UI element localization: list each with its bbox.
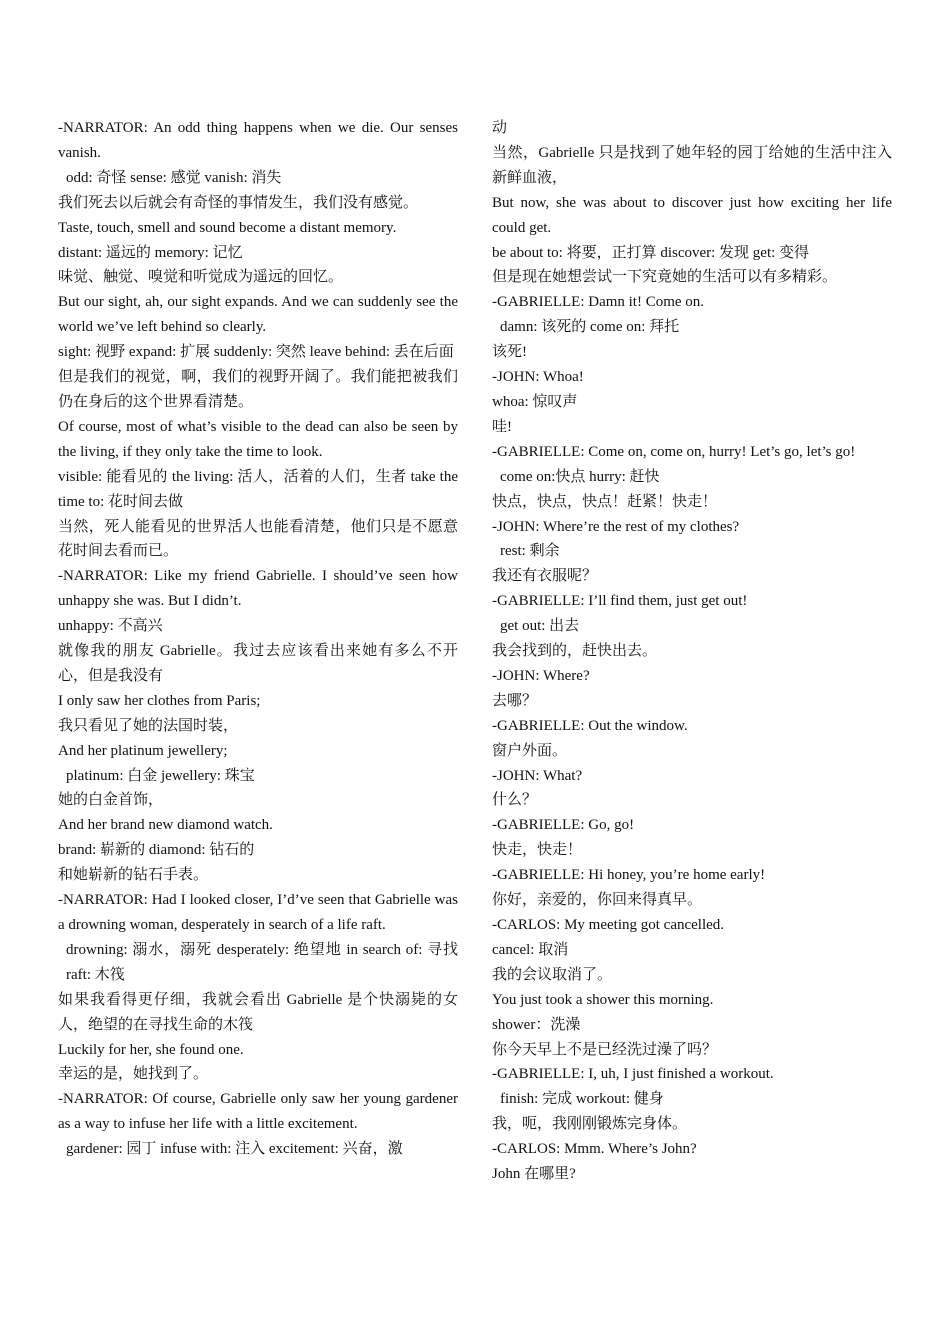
dialogue-line: -GABRIELLE: Come on, come on, hurry! Let’s go, let’s go! (492, 443, 856, 460)
vocabulary-line: unhappy: 不高兴 (58, 618, 163, 635)
dialogue-line: Of course, most of what’s visible to the dead can also be seen by the living, if they only take the time to look. (58, 418, 458, 460)
dialogue-line: And her platinum jewellery; (58, 742, 228, 759)
translation-line: 哇! (492, 418, 512, 435)
vocabulary-line: distant: 遥远的 memory: 记忆 (58, 244, 243, 261)
vocabulary-line: shower：洗澡 (492, 1016, 581, 1033)
left-column (58, 116, 458, 1162)
dialogue-line: -NARRATOR: Of course, Gabrielle only saw her young gardener as a way to infuse her life with a little excitement. (58, 1091, 458, 1133)
dialogue-line: -GABRIELLE: Damn it! Come on. (492, 294, 705, 311)
dialogue-line: But our sight, ah, our sight expands. And we can suddenly see the world we’ve left behind so clearly. (58, 294, 458, 336)
vocabulary-line: come on:快点 hurry: 赶快 (500, 468, 660, 485)
translation-line: 当然，Gabrielle 只是找到了她年轻的园丁给她的生活中注入新鲜血液， (492, 144, 892, 186)
vocabulary-line: damn: 该死的 come on: 拜托 (500, 319, 680, 336)
dialogue-line: -NARRATOR: Had I looked closer, I’d’ve seen that Gabrielle was a drowning woman, desperately in search of a life raft. (58, 892, 458, 933)
vocabulary-line: platinum: 白金 jewellery: 珠宝 (66, 767, 255, 784)
translation-line: 当然，死人能看见的世界活人也能看清楚，他们只是不愿意花时间去看而已。 (58, 518, 458, 560)
translation-line: 你今天早上不是已经洗过澡了吗？ (492, 1041, 718, 1058)
dialogue-line: -GABRIELLE: Out the window. (492, 717, 688, 734)
translation-line: 如果我看得更仔细，我就会看出 Gabrielle 是个快溺毙的女人，绝望的在寻找生命的木筏 (58, 991, 458, 1033)
translation-line: 我只看见了她的法国时装， (58, 717, 239, 734)
dialogue-line: -JOHN: Where’re the rest of my clothes? (492, 518, 740, 535)
translation-line: 但是现在她想尝试一下究竟她的生活可以有多精彩。 (492, 269, 838, 286)
vocabulary-line: be about to: 将要，正打算 discover: 发现 get: 变得 (492, 244, 810, 261)
translation-line: 去哪？ (492, 692, 538, 709)
vocabulary-line: rest: 剩余 (500, 543, 560, 560)
translation-line: 该死! (492, 344, 527, 361)
dialogue-line: But now, she was about to discover just how exciting her life could get. (492, 194, 892, 236)
translation-line: 我们死去以后就会有奇怪的事情发生，我们没有感觉。 (58, 194, 419, 211)
dialogue-line: Taste, touch, smell and sound become a distant memory. (58, 219, 397, 236)
dialogue-line: -CARLOS: My meeting got cancelled. (492, 917, 725, 933)
dialogue-line: -CARLOS: Mmm. Where’s John? (492, 1141, 697, 1158)
translation-line: 味觉、触觉、嗅觉和听觉成为遥远的回忆。 (58, 269, 344, 286)
dialogue-line: Luckily for her, she found one. (58, 1041, 244, 1058)
vocabulary-line: finish: 完成 workout: 健身 (500, 1091, 664, 1108)
vocabulary-line: gardener: 园丁 infuse with: 注入 excitement: 兴奋，激 (66, 1141, 403, 1158)
dialogue-line: -GABRIELLE: I’ll find them, just get out! (492, 593, 748, 610)
right-column (492, 116, 892, 1187)
translation-line: 就像我的朋友 Gabrielle。我过去应该看出来她有多么不开心，但是我没有 (58, 643, 458, 684)
vocabulary-line: visible: 能看见的 the living: 活人，活着的人们，生者 take the time to: 花时间去做 (58, 468, 458, 510)
translation-line: John 在哪里? (492, 1166, 576, 1183)
vocabulary-line: odd: 奇怪 sense: 感觉 vanish: 消失 (66, 169, 282, 186)
dialogue-line: -GABRIELLE: I, uh, I just finished a workout. (492, 1066, 774, 1083)
translation-line: 我还有衣服呢？ (492, 568, 598, 585)
translation-line: 但是我们的视觉，啊，我们的视野开阔了。我们能把被我们仍在身后的这个世界看清楚。 (58, 369, 458, 410)
dialogue-line: -JOHN: What? (492, 767, 583, 784)
dialogue-line: -GABRIELLE: Go, go! (492, 817, 635, 834)
dialogue-line: And her brand new diamond watch. (58, 817, 273, 834)
translation-line: 幸运的是，她找到了。 (58, 1066, 209, 1083)
translation-line: 她的白金首饰， (58, 792, 164, 809)
vocabulary-line: cancel: 取消 (492, 941, 569, 958)
dialogue-line: -JOHN: Whoa! (492, 369, 584, 386)
dialogue-line: -NARRATOR: Like my friend Gabrielle. I should’ve seen how unhappy she was. But I didn’t. (58, 568, 458, 610)
translation-line: 快走，快走！ (492, 842, 583, 859)
vocabulary-line: 动 (492, 120, 508, 136)
translation-line: 快点，快点，快点！赶紧！快走！ (492, 493, 718, 510)
vocabulary-line: brand: 崭新的 diamond: 钻石的 (58, 842, 255, 859)
dialogue-line: -JOHN: Where? (492, 667, 590, 684)
translation-line: 我，呃，我刚刚锻炼完身体。 (492, 1116, 688, 1133)
translation-line: 你好，亲爱的，你回来得真早。 (492, 892, 703, 909)
vocabulary-line: whoa: 惊叹声 (492, 393, 578, 410)
translation-line: 窗户外面。 (492, 742, 568, 759)
vocabulary-line: get out: 出去 (500, 618, 580, 635)
dialogue-line: You just took a shower this morning. (492, 991, 714, 1008)
translation-line: 我会找到的，赶快出去。 (492, 643, 658, 660)
translation-line: 什么？ (492, 792, 538, 809)
vocabulary-line: drowning: 溺水，溺死 desperately: 绝望地 in search of: 寻找 raft: 木筏 (66, 941, 458, 983)
translation-line: 我的会议取消了。 (492, 966, 613, 983)
dialogue-line: I only saw her clothes from Paris; (58, 692, 261, 709)
dialogue-line: -NARRATOR: An odd thing happens when we die. Our senses vanish. (58, 120, 458, 161)
vocabulary-line: sight: 视野 expand: 扩展 suddenly: 突然 leave behind: 丢在后面 (58, 344, 454, 361)
translation-line: 和她崭新的钻石手表。 (58, 867, 209, 884)
dialogue-line: -GABRIELLE: Hi honey, you’re home early! (492, 867, 766, 884)
